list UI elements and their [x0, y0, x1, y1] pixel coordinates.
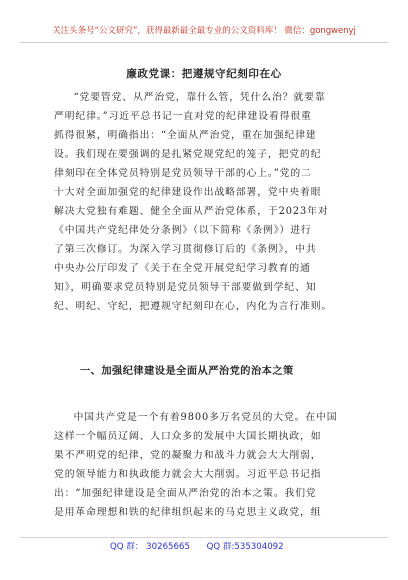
paragraph-1-line: “党要管党、从严治党，靠什么管，凭什么治？就要靠 [73, 92, 326, 103]
paragraph-2-line: 出：“加强纪律建设是全面从严治党的治本之策。我们党 [54, 488, 317, 499]
header-banner-text: 关注头条号“公文研究”，获得最新最全最专业的公文资料库！ 微信：gongwenyj [52, 26, 356, 36]
paragraph-1-line: 《中国共产党纪律处分条例》（以下简称《条例》）进行 [54, 225, 312, 236]
paragraph-2 [54, 408, 356, 522]
footer-divider [20, 537, 388, 538]
paragraph-1-line: 设。我们现在要强调的是扎紧党规党纪的笼子，把党的纪 [54, 149, 322, 160]
document-title: 廉政党课：把遵规守纪刻印在心 [126, 68, 282, 80]
paragraph-1-line: 中央办公厅印发了《关于在全党开展党纪学习教育的通 [54, 263, 311, 274]
footer [110, 540, 298, 552]
paragraph-2-line: 这样一个幅员辽阔、人口众多的发展中大国长期执政，如 [54, 431, 322, 442]
paragraph-1-line: 律刻印在全体党员特别是党员领导干部的心上。”党的二 [54, 168, 312, 179]
paragraph-1-line: 严明纪律。”习近平总书记一直对党的纪律建设看得很重 [54, 111, 312, 122]
section-heading-1: 一、加强纪律建设是全面从严治党的治本之策 [80, 366, 294, 377]
footer-qq-group-2: QQ 群:535304092 [206, 542, 284, 552]
footer-qq-group-1: QQ 群： 30265665 [110, 542, 190, 552]
paragraph-1-line: 十大对全面加强党的纪律建设作出战略部署，党中央着眼 [54, 187, 322, 198]
paragraph-2-line: 果不严明党的纪律，党的凝聚力和战斗力就会大大削弱， [54, 450, 322, 461]
header-divider [20, 42, 388, 43]
paragraph-1-line: 了第三次修订。为深入学习贯彻修订后的《条例》，中共 [54, 244, 317, 255]
paragraph-1-line: 抓得很紧，明确指出：“全面从严治党，重在加强纪律建 [54, 130, 317, 141]
paragraph-2-line: 党的领导能力和执政能力就会大大削弱。习近平总书记指 [54, 469, 322, 480]
paragraph-1 [54, 88, 356, 316]
paragraph-1-line: 知》，明确要求党员特别是党员领导干部要做到学纪、知 [54, 282, 317, 293]
paragraph-1-line: 纪、明纪、守纪，把遵规守纪刻印在心，内化为言行准则。 [54, 301, 333, 312]
paragraph-2-line: 是用革命理想和铁的纪律组织起来的马克思主义政党，组 [54, 507, 322, 518]
paragraph-1-line: 解决大党独有难题、健全全面从严治党体系，于2023年对 [54, 206, 329, 217]
paragraph-2-line: 中国共产党是一个有着9800多万名党员的大党。在中国 [73, 412, 338, 423]
header-banner [22, 24, 386, 36]
